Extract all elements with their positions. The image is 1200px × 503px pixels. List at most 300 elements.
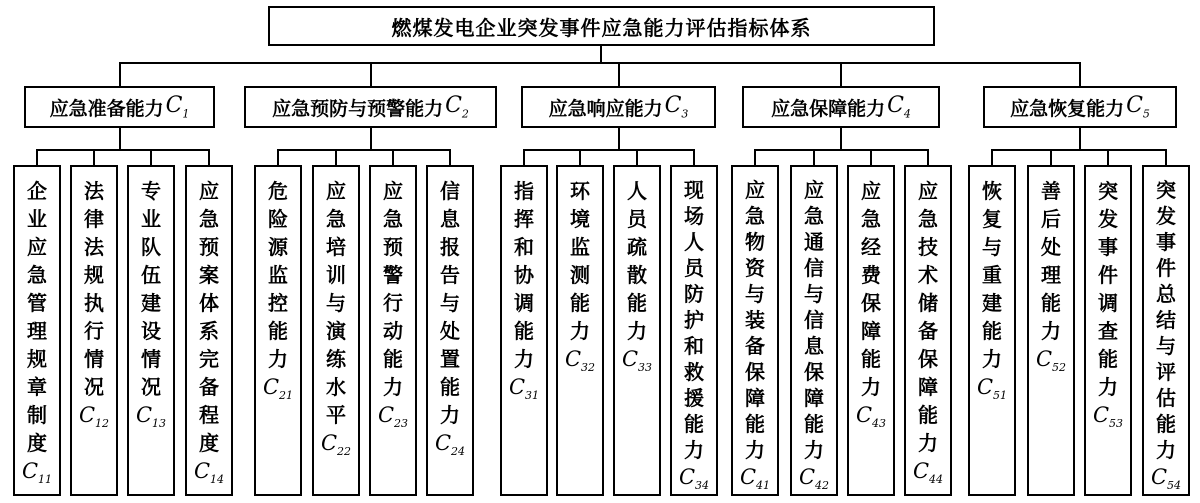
- indicator-label-char: 障: [804, 386, 824, 410]
- leaf-connector: [579, 149, 581, 165]
- indicator-label-char: 力: [570, 319, 590, 343]
- indicator-code-letter: C: [912, 459, 930, 483]
- indicator-box: [847, 165, 895, 496]
- indicator-code-subscript: 22: [337, 445, 352, 459]
- category-code: [445, 93, 469, 120]
- indicator-box: [790, 165, 838, 496]
- indicator-label-char: 备: [918, 319, 938, 343]
- indicator-code-subscript: 51: [993, 389, 1008, 403]
- indicator-box: [127, 165, 175, 496]
- indicator-label-char: 能: [570, 291, 590, 315]
- indicator-label-char: 动: [383, 319, 403, 343]
- indicator-code-subscript: 12: [95, 417, 110, 431]
- leaf-connector: [208, 149, 210, 165]
- indicator-label-char: 善: [1041, 179, 1061, 203]
- indicator-code-letter: C: [798, 465, 816, 489]
- category-connector: [618, 62, 620, 86]
- indicator-label-char: 应: [326, 179, 346, 203]
- indicator-code-subscript: 42: [815, 479, 830, 493]
- indicator-label: [383, 177, 403, 401]
- indicator-label-char: 力: [1156, 438, 1176, 462]
- indicator-label-char: 队: [141, 235, 161, 259]
- indicator-label-char: 应: [861, 179, 881, 203]
- indicator-label-char: 体: [199, 291, 219, 315]
- leaf-connector: [1165, 149, 1167, 165]
- indicator-label: [199, 177, 219, 457]
- indicator-box: [556, 165, 604, 496]
- indicator-label-char: 急: [199, 207, 219, 231]
- indicator-label-char: 复: [982, 207, 1002, 231]
- indicator-label-char: 散: [627, 263, 647, 287]
- indicator-label-char: 查: [1098, 319, 1118, 343]
- indicator-code-letter: C: [1150, 465, 1168, 489]
- root-title-box: [268, 6, 935, 46]
- indicator-label-char: 与: [440, 291, 460, 315]
- indicator-label-char: 况: [141, 375, 161, 399]
- indicator-code-letter: C: [377, 403, 395, 427]
- leaf-connector: [813, 149, 815, 165]
- indicator-label-char: 现: [684, 178, 704, 202]
- indicator-code-subscript: 23: [394, 417, 409, 431]
- indicator-label-char: 评: [1156, 360, 1176, 384]
- category-code-letter: C: [664, 93, 682, 119]
- indicator-label-char: 演: [326, 319, 346, 343]
- leaf-connector: [870, 149, 872, 165]
- indicator-label-char: 理: [27, 319, 47, 343]
- indicator-label-char: 能: [918, 403, 938, 427]
- indicator-label-char: 建: [982, 291, 1002, 315]
- indicator-label-char: 急: [745, 204, 765, 228]
- indicator-code-subscript: 14: [210, 473, 225, 487]
- indicator-label-char: 件: [1156, 256, 1176, 280]
- indicator-box: [670, 165, 718, 496]
- category-code-subscript: 4: [903, 107, 911, 121]
- indicator-code: [856, 403, 886, 436]
- indicator-code: [509, 375, 539, 408]
- indicator-label-char: 理: [1041, 263, 1061, 287]
- indicator-label-char: 建: [141, 291, 161, 315]
- indicator-label-char: 训: [326, 263, 346, 287]
- indicator-code: [1093, 403, 1123, 436]
- indicator-label-char: 度: [27, 431, 47, 455]
- indicator-label-char: 发: [1156, 204, 1176, 228]
- indicator-label-char: 能: [627, 291, 647, 315]
- indicator-label: [745, 177, 765, 463]
- leaf-connector: [523, 149, 525, 165]
- indicator-label-char: 监: [570, 235, 590, 259]
- category-label: 应急准备能力: [49, 97, 164, 120]
- indicator-box: [426, 165, 474, 496]
- indicator-code-letter: C: [1092, 403, 1110, 427]
- indicator-label-char: 援: [684, 386, 704, 410]
- indicator-code-subscript: 11: [38, 473, 53, 487]
- indicator-code-subscript: 34: [695, 479, 710, 493]
- indicator-label-char: 伍: [141, 263, 161, 287]
- indicator-label: [27, 177, 47, 457]
- indicator-label-char: 规: [27, 347, 47, 371]
- indicator-label-char: 力: [268, 347, 288, 371]
- indicator-code: [740, 465, 770, 498]
- indicator-label-char: 执: [84, 291, 104, 315]
- indicator-label: [918, 177, 938, 457]
- indicator-box: [1142, 165, 1190, 496]
- indicator-label-char: 业: [27, 207, 47, 231]
- indicator-label-char: 障: [745, 386, 765, 410]
- indicator-code: [194, 459, 224, 492]
- indicator-label: [684, 177, 704, 463]
- category-connector: [370, 62, 372, 86]
- indicator-code: [913, 459, 943, 492]
- indicator-label-char: 力: [1041, 319, 1061, 343]
- category-connector: [1079, 62, 1081, 86]
- indicator-box: [731, 165, 779, 496]
- indicator-code-subscript: 54: [1167, 479, 1182, 493]
- category-down-connector: [119, 128, 121, 150]
- indicator-label-char: 急: [383, 207, 403, 231]
- indicator-label-char: 处: [440, 319, 460, 343]
- indicator-label-char: 指: [514, 179, 534, 203]
- indicator-code-letter: C: [434, 431, 452, 455]
- indicator-label-char: 与: [745, 282, 765, 306]
- indicator-label-char: 事: [1156, 230, 1176, 254]
- indicator-label-char: 置: [440, 347, 460, 371]
- indicator-label-char: 练: [326, 347, 346, 371]
- indicator-label-char: 系: [199, 319, 219, 343]
- indicator-label: [570, 177, 590, 345]
- category-code-subscript: 3: [681, 107, 689, 121]
- category-connector: [840, 62, 842, 86]
- indicator-label: [514, 177, 534, 373]
- category-down-connector: [370, 128, 372, 150]
- indicator-label-char: 能: [982, 319, 1002, 343]
- indicator-label-char: 后: [1041, 207, 1061, 231]
- indicator-code-letter: C: [678, 465, 696, 489]
- indicator-label-char: 情: [84, 347, 104, 371]
- indicator-label-char: 能: [804, 412, 824, 436]
- indicator-label-char: 能: [1041, 291, 1061, 315]
- indicator-box: [13, 165, 61, 496]
- indicator-code: [1151, 465, 1181, 498]
- indicator-code-letter: C: [262, 375, 280, 399]
- indicator-label-char: 息: [804, 334, 824, 358]
- indicator-label-char: 与: [804, 282, 824, 306]
- indicator-label: [84, 177, 104, 401]
- indicator-label-char: 障: [918, 375, 938, 399]
- indicator-label-char: 能: [861, 347, 881, 371]
- indicator-label-char: 能: [684, 412, 704, 436]
- indicator-label-char: 企: [27, 179, 47, 203]
- indicator-label-char: 和: [514, 235, 534, 259]
- indicator-label-char: 经: [861, 235, 881, 259]
- indicator-label-char: 与: [1156, 334, 1176, 358]
- indicator-label-char: 能: [268, 319, 288, 343]
- indicator-label-char: 调: [1098, 291, 1118, 315]
- indicator-label-char: 备: [199, 375, 219, 399]
- indicator-label-char: 能: [745, 412, 765, 436]
- root-title: 燃煤发电企业突发事件应急能力评估指标体系: [391, 15, 812, 40]
- indicator-label-char: 和: [684, 334, 704, 358]
- indicator-label-char: 资: [745, 256, 765, 280]
- category-code-subscript: 5: [1142, 107, 1150, 121]
- indicator-label-char: 力: [804, 438, 824, 462]
- indicator-code-subscript: 44: [929, 473, 944, 487]
- indicator-label-char: 度: [199, 431, 219, 455]
- indicator-label: [141, 177, 161, 401]
- indicator-box: [369, 165, 417, 496]
- category-label: 应急响应能力: [548, 97, 663, 120]
- indicator-label-char: 事: [1098, 235, 1118, 259]
- leaf-connector: [636, 149, 638, 165]
- indicator-label-char: 急: [918, 207, 938, 231]
- category-code-subscript: 1: [182, 107, 190, 121]
- indicator-label-char: 法: [84, 235, 104, 259]
- indicator-label-char: 管: [27, 291, 47, 315]
- indicator-code-letter: C: [564, 347, 582, 371]
- indicator-label: [861, 177, 881, 401]
- leaf-connector: [693, 149, 695, 165]
- indicator-label-char: 处: [1041, 235, 1061, 259]
- indicator-label-char: 力: [627, 319, 647, 343]
- indicator-code-subscript: 24: [451, 445, 466, 459]
- indicator-box: [185, 165, 233, 496]
- category-label: 应急保障能力: [771, 97, 886, 120]
- indicator-label-char: 能: [440, 375, 460, 399]
- indicator-label-char: 专: [141, 179, 161, 203]
- indicator-code: [263, 375, 293, 408]
- indicator-label-char: 救: [684, 360, 704, 384]
- sub-bus-line: [36, 149, 210, 151]
- indicator-label-char: 况: [84, 375, 104, 399]
- category-code-letter: C: [445, 93, 462, 119]
- indicator-label: [268, 177, 288, 373]
- indicator-box: [500, 165, 548, 496]
- indicator-code: [799, 465, 829, 498]
- category-code: [665, 93, 689, 120]
- indicator-label-char: 人: [627, 179, 647, 203]
- leaf-connector: [1107, 149, 1109, 165]
- indicator-label: [326, 177, 346, 429]
- indicator-label-char: 业: [141, 207, 161, 231]
- sub-bus-line: [277, 149, 451, 151]
- indicator-label-char: 行: [84, 319, 104, 343]
- indicator-code-letter: C: [21, 459, 39, 483]
- indicator-label-char: 案: [199, 263, 219, 287]
- indicator-label-char: 场: [684, 204, 704, 228]
- indicator-label-char: 测: [570, 263, 590, 287]
- category-label: 应急预防与预警能力: [272, 97, 444, 120]
- indicator-code-subscript: 41: [756, 479, 771, 493]
- indicator-label-char: 术: [918, 263, 938, 287]
- indicator-label-char: 通: [804, 230, 824, 254]
- indicator-code: [679, 465, 709, 498]
- indicator-label-char: 件: [1098, 263, 1118, 287]
- indicator-label-char: 制: [27, 403, 47, 427]
- indicator-label-char: 水: [326, 375, 346, 399]
- category-down-connector: [1079, 128, 1081, 150]
- indicator-label-char: 应: [383, 179, 403, 203]
- indicator-label-char: 预: [383, 235, 403, 259]
- indicator-label-char: 告: [440, 263, 460, 287]
- indicator-code: [435, 431, 465, 464]
- indicator-label-char: 估: [1156, 386, 1176, 410]
- indicator-code-letter: C: [193, 459, 211, 483]
- indicator-label: [627, 177, 647, 345]
- indicator-label-char: 员: [627, 207, 647, 231]
- indicator-label-char: 律: [84, 207, 104, 231]
- indicator-label-char: 力: [684, 438, 704, 462]
- sub-bus-line: [754, 149, 929, 151]
- indicator-label-char: 能: [1156, 412, 1176, 436]
- indicator-label-char: 技: [918, 235, 938, 259]
- indicator-code-letter: C: [78, 403, 96, 427]
- top-bus-line: [119, 62, 1082, 64]
- indicator-label-char: 护: [684, 308, 704, 332]
- indicator-label-char: 挥: [514, 207, 534, 231]
- indicator-label-char: 与: [982, 235, 1002, 259]
- indicator-label-char: 规: [84, 263, 104, 287]
- indicator-label-char: 保: [918, 347, 938, 371]
- indicator-code-letter: C: [320, 431, 338, 455]
- indicator-label-char: 保: [804, 360, 824, 384]
- indicator-label-char: 总: [1156, 282, 1176, 306]
- indicator-label-char: 重: [982, 263, 1002, 287]
- indicator-label-char: 发: [1098, 207, 1118, 231]
- indicator-box: [254, 165, 302, 496]
- indicator-label-char: 费: [861, 263, 881, 287]
- indicator-code-letter: C: [739, 465, 757, 489]
- indicator-label-char: 储: [918, 291, 938, 315]
- indicator-label-char: 境: [570, 207, 590, 231]
- indicator-code-letter: C: [135, 403, 153, 427]
- indicator-label-char: 息: [440, 207, 460, 231]
- indicator-label-char: 应: [199, 179, 219, 203]
- indicator-code-subscript: 32: [581, 361, 596, 375]
- indicator-code-letter: C: [508, 375, 526, 399]
- indicator-code: [565, 347, 595, 380]
- indicator-code-letter: C: [621, 347, 639, 371]
- indicator-code-subscript: 21: [279, 389, 294, 403]
- indicator-label-char: 员: [684, 256, 704, 280]
- indicator-label-char: 报: [440, 235, 460, 259]
- indicator-label-char: 法: [84, 179, 104, 203]
- leaf-connector: [277, 149, 279, 165]
- indicator-label-char: 控: [268, 291, 288, 315]
- category-label: 应急恢复能力: [1010, 97, 1125, 120]
- indicator-label-char: 急: [804, 204, 824, 228]
- category-code: [166, 93, 190, 120]
- indicator-box: [904, 165, 952, 496]
- leaf-connector: [392, 149, 394, 165]
- indicator-label-char: 力: [440, 403, 460, 427]
- indicator-label-char: 应: [804, 178, 824, 202]
- indicator-label-char: 物: [745, 230, 765, 254]
- indicator-label-char: 行: [383, 291, 403, 315]
- indicator-code: [977, 375, 1007, 408]
- indicator-label-char: 应: [27, 235, 47, 259]
- indicator-label-char: 急: [861, 207, 881, 231]
- category-code: [887, 93, 911, 120]
- indicator-label-char: 装: [745, 308, 765, 332]
- indicator-label-char: 疏: [627, 235, 647, 259]
- indicator-code: [22, 459, 52, 492]
- indicator-label: [982, 177, 1002, 373]
- category-box: [244, 86, 497, 128]
- indicator-label-char: 险: [268, 207, 288, 231]
- indicator-label-char: 力: [383, 375, 403, 399]
- indicator-label-char: 力: [982, 347, 1002, 371]
- indicator-label-char: 急: [326, 207, 346, 231]
- indicator-label-char: 预: [199, 235, 219, 259]
- indicator-box: [613, 165, 661, 496]
- indicator-code-letter: C: [855, 403, 873, 427]
- indicator-label-char: 突: [1098, 179, 1118, 203]
- root-connector: [600, 46, 602, 63]
- category-down-connector: [618, 128, 620, 150]
- leaf-connector: [991, 149, 993, 165]
- indicator-label-char: 信: [440, 179, 460, 203]
- indicator-code-letter: C: [1035, 347, 1053, 371]
- sub-bus-line: [991, 149, 1167, 151]
- leaf-connector: [93, 149, 95, 165]
- leaf-connector: [150, 149, 152, 165]
- indicator-label-char: 危: [268, 179, 288, 203]
- indicator-label-char: 完: [199, 347, 219, 371]
- indicator-code-subscript: 33: [638, 361, 653, 375]
- indicator-code: [1036, 347, 1066, 380]
- category-code: [1126, 93, 1150, 120]
- indicator-code: [321, 431, 351, 464]
- indicator-label-char: 保: [745, 360, 765, 384]
- indicator-box: [1027, 165, 1075, 496]
- leaf-connector: [1050, 149, 1052, 165]
- leaf-connector: [335, 149, 337, 165]
- indicator-label-char: 突: [1156, 178, 1176, 202]
- category-code-letter: C: [887, 93, 904, 119]
- indicator-label-char: 与: [326, 291, 346, 315]
- indicator-label-char: 设: [141, 319, 161, 343]
- indicator-label-char: 能: [514, 319, 534, 343]
- indicator-label-char: 力: [918, 431, 938, 455]
- indicator-code: [622, 347, 652, 380]
- indicator-code-letter: C: [976, 375, 994, 399]
- indicator-label-char: 力: [745, 438, 765, 462]
- indicator-label: [440, 177, 460, 429]
- indicator-label-char: 协: [514, 263, 534, 287]
- indicator-label-char: 急: [27, 263, 47, 287]
- indicator-code-subscript: 43: [872, 417, 887, 431]
- indicator-code-subscript: 13: [152, 417, 167, 431]
- indicator-label-char: 结: [1156, 308, 1176, 332]
- category-code-letter: C: [1126, 93, 1143, 119]
- indicator-code-subscript: 52: [1052, 361, 1067, 375]
- category-code-subscript: 2: [461, 107, 469, 121]
- indicator-label-char: 恢: [982, 179, 1002, 203]
- indicator-label-char: 程: [199, 403, 219, 427]
- indicator-label-char: 源: [268, 235, 288, 259]
- indicator-box: [968, 165, 1016, 496]
- indicator-label-char: 保: [861, 291, 881, 315]
- indicator-label-char: 应: [918, 179, 938, 203]
- indicator-code-subscript: 31: [525, 389, 540, 403]
- indicator-label-char: 能: [383, 347, 403, 371]
- category-connector: [119, 62, 121, 86]
- category-down-connector: [840, 128, 842, 150]
- indicator-label-char: 警: [383, 263, 403, 287]
- indicator-label: [1098, 177, 1118, 401]
- leaf-connector: [36, 149, 38, 165]
- indicator-label-char: 能: [1098, 347, 1118, 371]
- indicator-code: [136, 403, 166, 436]
